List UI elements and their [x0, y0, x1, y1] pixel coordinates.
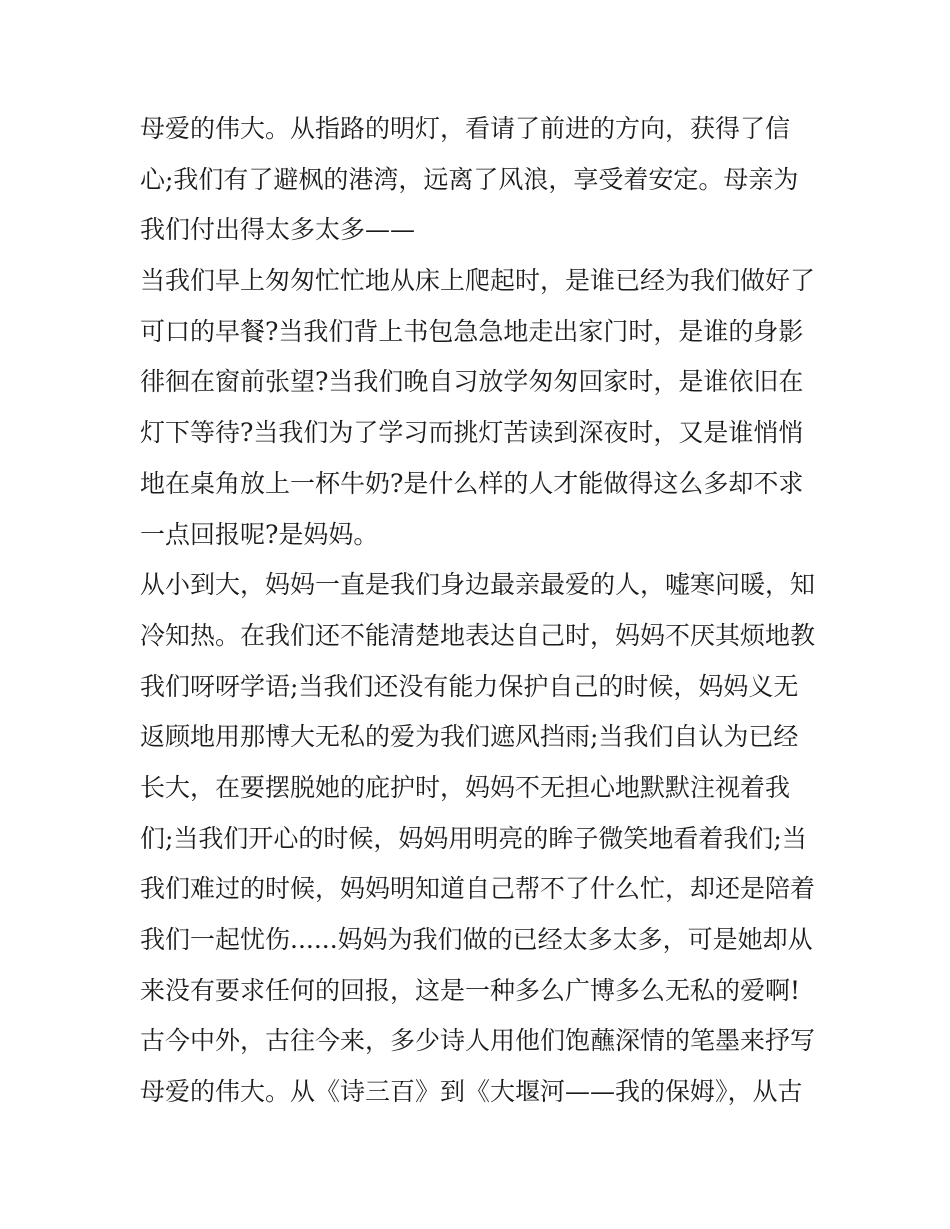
- text-line: 一点回报呢?是妈妈。: [140, 519, 379, 549]
- text-line: 返顾地用那博大无私的爱为我们遮风挡雨;当我们自认为已经: [140, 722, 799, 752]
- text-line: 我们付出得太多太多——: [140, 215, 416, 245]
- text-line: 心;我们有了避枫的港湾，远离了风浪，享受着安定。母亲为: [140, 164, 799, 194]
- text-line: 来没有要求任何的回报，这是一种多么广博多么无私的爱啊!: [140, 975, 801, 1005]
- text-line: 们;当我们开心的时候，妈妈用明亮的眸子微笑地看着我们;当: [140, 823, 807, 853]
- text-line: 徘徊在窗前张望?当我们晚自习放学匆匆回家时，是谁依旧在: [140, 367, 804, 397]
- text-line: 当我们早上匆匆忙忙地从床上爬起时，是谁已经为我们做好了: [140, 266, 816, 296]
- text-line: 可口的早餐?当我们背上书包急急地走出家门时，是谁的身影: [140, 316, 804, 346]
- text-line: 母爱的伟大。从指路的明灯，看请了前进的方向，获得了信: [140, 114, 791, 143]
- text-line: 我们一起忧伤......妈妈为我们做的已经太多太多，可是她却从: [140, 925, 813, 954]
- text-line: 母爱的伟大。从《诗三百》到《大堰河——我的保姆》，从古: [140, 1077, 803, 1107]
- text-line: 冷知热。在我们还不能清楚地表达自己时，妈妈不厌其烦地教: [140, 620, 816, 650]
- body-text: [140, 104, 830, 1118]
- text-line: 长大，在要摆脱她的庇护时，妈妈不无担心地默默注视着我: [140, 772, 791, 802]
- text-line: 我们呀呀学语;当我们还没有能力保护自己的时候，妈妈义无: [140, 671, 799, 701]
- text-line: 从小到大，妈妈一直是我们身边最亲最爱的人，嘘寒问暖，知: [140, 570, 816, 600]
- text-line: 古今中外，古往今来，多少诗人用他们饱蘸深情的笔墨来抒写: [140, 1026, 816, 1056]
- text-line: 灯下等待?当我们为了学习而挑灯苦读到深夜时，又是谁悄悄: [140, 418, 804, 448]
- text-line: 我们难过的时候，妈妈明知道自己帮不了什么忙，却还是陪着: [140, 874, 816, 904]
- text-line: 地在桌角放上一杯牛奶?是什么样的人才能做得这么多却不求: [140, 468, 804, 498]
